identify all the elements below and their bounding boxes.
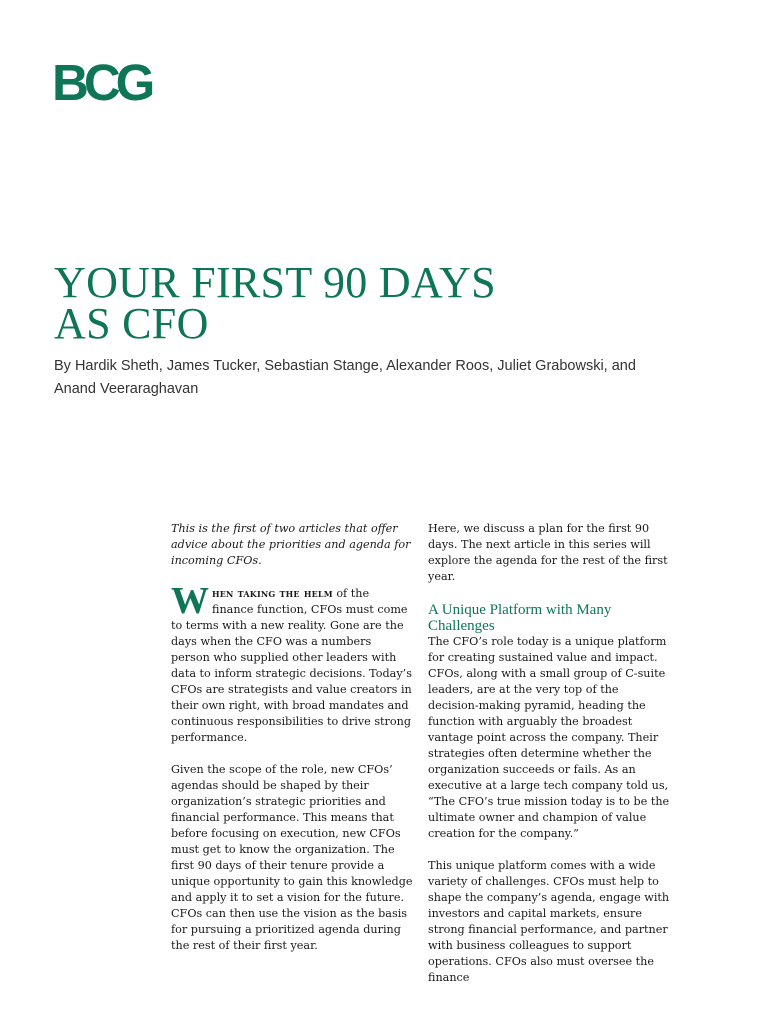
right-column [428, 521, 670, 986]
platform-paragraph: The CFO’s role today is a unique platform for creating sustained value and impact. CFOs, along with a small group of C-suite leaders, are at the very top of the decision-making pyramid, heading the function with arguably the broadest vantage point across the company. Their strategies often determine whether the organization succeeds or fails. As an executive at a large tech company told us, “The CFO’s true mission today is to be the ultimate owner and champion of value creation for the company.” [428, 635, 670, 840]
left-column [171, 521, 413, 954]
drop-cap: W [171, 580, 209, 622]
plan-paragraph: Here, we discuss a plan for the first 90 days. The next article in this series will explore the agenda for the rest of the first year. [428, 522, 668, 583]
title-line-2: AS CFO [54, 299, 209, 348]
bcg-logo [52, 56, 164, 108]
article-title [54, 258, 674, 348]
lead-in: hen taking the helm [212, 586, 333, 600]
author-byline: By Hardik Sheth, James Tucker, Sebastian Stange, Alexander Roos, Juliet Grabowski, and Anand Veeraraghavan [54, 358, 636, 397]
logo-text: BCG [52, 56, 151, 108]
body-paragraph-2: Given the scope of the role, new CFOs’ agendas should be shaped by their organization’s strategic priorities and financial performance. This means that before focusing on execution, new CFOs must get to know the organization. The first 90 days of their tenure provide a unique opportunity to gain this knowledge and apply it to set a vision for the future. CFOs can then use the vision as the basis for pursuing a prioritized agenda during the rest of their first year. [171, 763, 413, 952]
intro-note: This is the first of two articles that offer advice about the priorities and agenda for incoming CFOs. [171, 522, 411, 567]
challenges-paragraph: This unique platform comes with a wide variety of challenges. CFOs must help to shape the company’s agenda, engage with investors and capital markets, ensure strong financial performance, and partner with business colleagues to support operations. CFOs also must oversee the finance [428, 859, 670, 984]
opening-paragraph [171, 580, 413, 746]
opening-text: of the finance function, CFOs must come to terms with a new reality. Gone are the days when the CFO was a numbers person who supplied other leaders with data to inform strategic decisions. Today’s CFOs are strategists and value creators in their own right, with broad mandates and continuous responsibilities to drive strong performance. [171, 587, 412, 744]
title-line-1: YOUR FIRST 90 DAYS [54, 258, 496, 307]
section-heading: A Unique Platform with Many Challenges [428, 602, 612, 634]
